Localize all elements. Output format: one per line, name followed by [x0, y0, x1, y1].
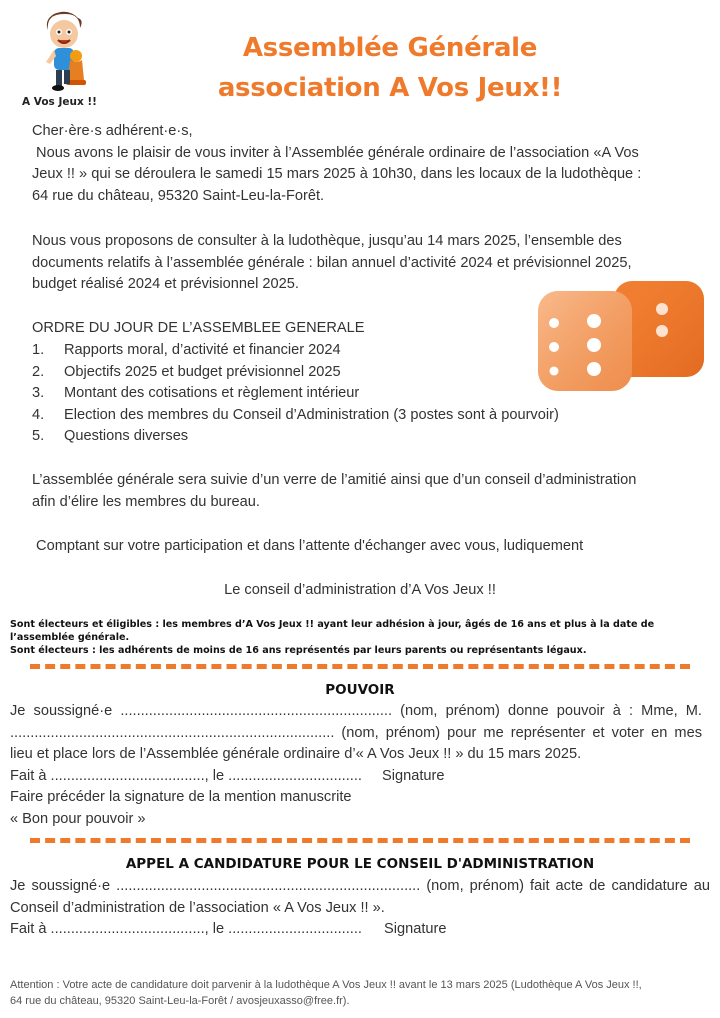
- candidature-fait-a: Fait à ......................................, le .................................: [10, 921, 362, 937]
- agenda-item-text: Montant des cotisations et règlement intérieur: [64, 385, 360, 401]
- closing-line: L’assemblée générale sera suivie d’un verre de l’amitié ainsi que d’un conseil d’administration: [32, 472, 637, 488]
- pouvoir-fait-a-row: [10, 766, 702, 788]
- footer-line: Attention : Votre acte de candidature doit parvenir à la ludothèque A Vos Jeux !! avant le 13 mars 2025 (Ludothèque A Vos Jeux !!,: [10, 979, 642, 991]
- agenda-item-text: Objectifs 2025 et budget prévisionnel 2025: [64, 363, 341, 380]
- candidature-fait-a-row: [10, 919, 710, 941]
- agenda-item: [32, 340, 672, 362]
- pouvoir-title: POUVOIR: [325, 682, 395, 698]
- intro-paragraph: [32, 121, 692, 207]
- agenda-item-text: Questions diverses: [64, 428, 189, 444]
- pouvoir-signature-label: Signature: [382, 767, 445, 784]
- pouvoir-mention: « Bon pour pouvoir »: [10, 810, 146, 827]
- logo-label: A Vos Jeux !!: [22, 96, 97, 108]
- footer-note: [10, 977, 710, 1009]
- candidature-signature-label: Signature: [384, 921, 447, 937]
- agenda-heading: ORDRE DU JOUR DE L’ASSEMBLEE GENERALE: [32, 320, 365, 336]
- title-line-2: association A Vos Jeux!!: [217, 73, 563, 103]
- candidature-line: Je soussigné·e ........................................................................... (nom, prénom) fait acte de candidature au: [10, 878, 710, 894]
- agenda-item-text: Rapports moral, d’activité et financier 2024: [64, 342, 341, 358]
- closing-wishes: Comptant sur votre participation et dans l’attente d'échanger avec vous, ludiquement: [32, 538, 584, 554]
- dashed-separator: [30, 838, 690, 843]
- eligibility-note: [10, 618, 710, 657]
- agenda-item-number: 3.: [32, 385, 45, 401]
- agenda-item-number: 5.: [32, 428, 45, 444]
- documents-line: budget réalisé 2024 et prévisionnel 2025.: [32, 276, 299, 292]
- board-signature: Le conseil d’administration d’A Vos Jeux !!: [224, 582, 496, 598]
- pouvoir-line: Je soussigné·e ................................................................... (nom, prénom) donne pouvoir à : Mme, M.: [10, 703, 702, 719]
- candidature-form: [10, 876, 710, 941]
- pouvoir-form: [10, 701, 702, 830]
- intro-line: 64 rue du château, 95320 Saint-Leu-la-Forêt.: [32, 187, 325, 204]
- agenda-item: [32, 362, 672, 384]
- footer-line: 64 rue du château, 95320 Saint-Leu-la-Forêt / avosjeuxasso@free.fr).: [10, 995, 350, 1007]
- pouvoir-fait-a: Fait à ......................................, le .................................: [10, 767, 362, 784]
- eligibility-line: l’assemblée générale.: [10, 632, 130, 643]
- pouvoir-mention: Faire précéder la signature de la mention manuscrite: [10, 789, 352, 805]
- pouvoir-line: lieu et place lors de l’Assemblée générale ordinaire d’« A Vos Jeux !! » du 15 mars 2025.: [10, 746, 582, 762]
- documents-line: Nous vous proposons de consulter à la ludothèque, jusqu’au 14 mars 2025, l’ensemble des: [32, 233, 622, 249]
- closing-line: afin d’élire les membres du bureau.: [32, 493, 260, 510]
- candidature-title: APPEL A CANDIDATURE POUR LE CONSEIL D'ADMINISTRATION: [125, 856, 595, 872]
- agenda-item: [32, 383, 672, 405]
- pouvoir-line: ................................................................................ (nom, prénom) pour me représenter et voter en mes: [10, 724, 702, 741]
- agenda-item: [32, 426, 672, 448]
- agenda-list: [32, 340, 672, 448]
- dashed-separator: [30, 664, 690, 669]
- title-line-1: Assemblée Générale: [242, 33, 538, 63]
- agenda-item-number: 1.: [32, 342, 45, 358]
- agenda-item-number: 2.: [32, 363, 45, 380]
- intro-line: Nous avons le plaisir de vous inviter à l’Assemblée générale ordinaire de l’association «A Vos: [32, 144, 639, 161]
- eligibility-line: Sont électeurs et éligibles : les membres d’A Vos Jeux !! ayant leur adhésion à jour, âgés de 16 ans et plus à la date de: [10, 619, 655, 630]
- agenda-item-text: Election des membres du Conseil d’Administration (3 postes sont à pourvoir): [64, 406, 559, 423]
- agenda-item: [32, 405, 672, 427]
- closing-paragraph: [32, 470, 692, 513]
- page-title: [170, 28, 610, 108]
- agenda-item-number: 4.: [32, 406, 45, 423]
- documents-line: documents relatifs à l’assemblée générale : bilan annuel d’activité 2024 et prévisionnel 2025,: [32, 254, 632, 271]
- greeting: Cher·ère·s adhérent·e·s,: [32, 123, 193, 139]
- intro-line: Jeux !! » qui se déroulera le samedi 15 mars 2025 à 10h30, dans les locaux de la ludothèque :: [32, 166, 642, 182]
- candidature-line: Conseil d’administration de l’association « A Vos Jeux !! ».: [10, 899, 385, 916]
- eligibility-line: Sont électeurs : les adhérents de moins de 16 ans représentés par leurs parents ou représentants légaux.: [10, 645, 587, 656]
